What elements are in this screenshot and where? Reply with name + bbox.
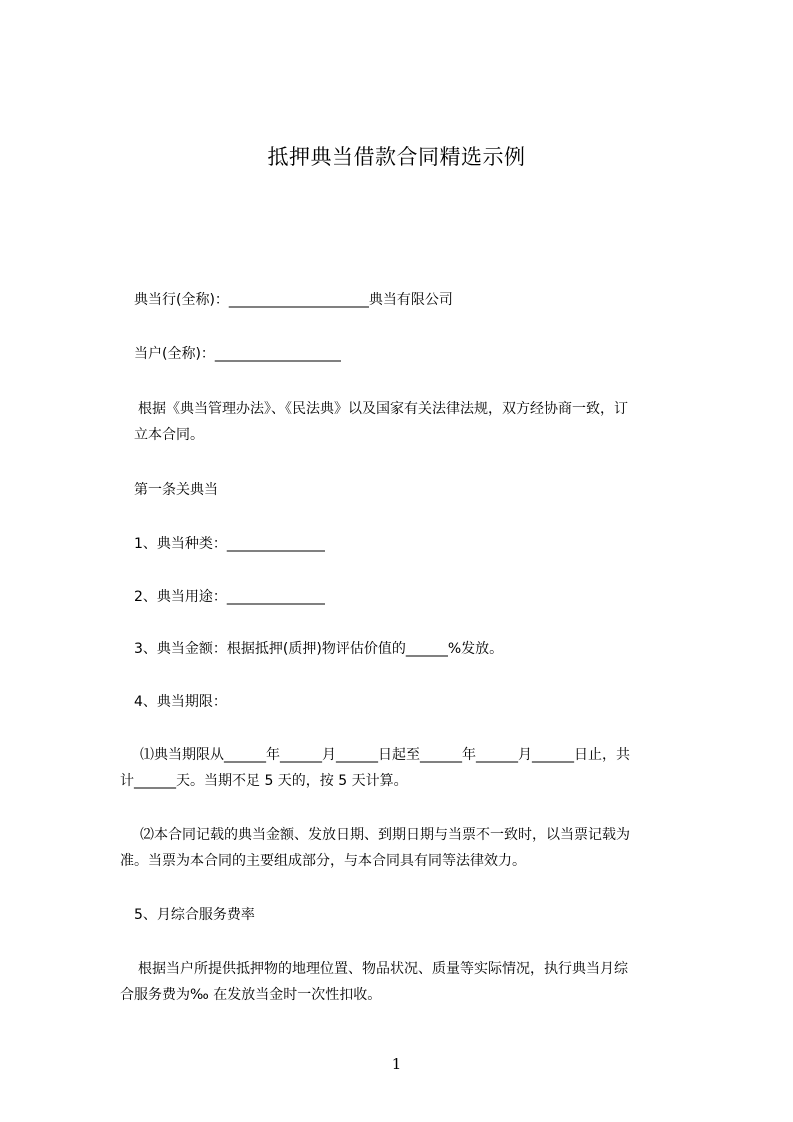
pawn-amount-line: 3、典当金额：根据抵押(质押)物评估价值的______%发放。 xyxy=(134,641,504,657)
pawn-type-line: 1、典当种类：______________ xyxy=(134,536,325,552)
pawn-term-heading: 4、典当期限： xyxy=(134,694,227,710)
page-number: 1 xyxy=(391,1055,402,1073)
term-clause-2-line-1: ⑵本合同记载的典当金额、发放日期、到期日期与当票不一致时，以当票记载为 xyxy=(140,827,630,843)
service-fee-line-2: 合服务费为‰ 在发放当金时一次性扣收。 xyxy=(120,987,382,1003)
pawnshop-name-line: 典当行(全称)：____________________典当有限公司 xyxy=(134,292,453,308)
preamble-line-2: 立本合同。 xyxy=(134,427,204,443)
term-clause-1-line-2: 计______天。当期不足 5 天的，按 5 天计算。 xyxy=(120,773,408,789)
article-1-heading: 第一条关典当 xyxy=(134,482,218,498)
pawner-name-line: 当户(全称)：__________________ xyxy=(134,346,341,362)
term-clause-1-line-1: ⑴典当期限从______年______月______日起至______年______月______日止，共 xyxy=(140,747,630,763)
pawn-purpose-line: 2、典当用途：______________ xyxy=(134,589,325,605)
preamble-line-1: 根据《典当管理办法》、《民法典》以及国家有关法律法规，双方经协商一致，订 xyxy=(138,401,628,417)
service-fee-heading: 5、月综合服务费率 xyxy=(134,907,255,923)
term-clause-2-line-2: 准。当票为本合同的主要组成部分，与本合同具有同等法律效力。 xyxy=(120,853,526,869)
document-title: 抵押典当借款合同精选示例 xyxy=(267,145,526,169)
service-fee-line-1: 根据当户所提供抵押物的地理位置、物品状况、质量等实际情况，执行典当月综 xyxy=(138,961,628,977)
